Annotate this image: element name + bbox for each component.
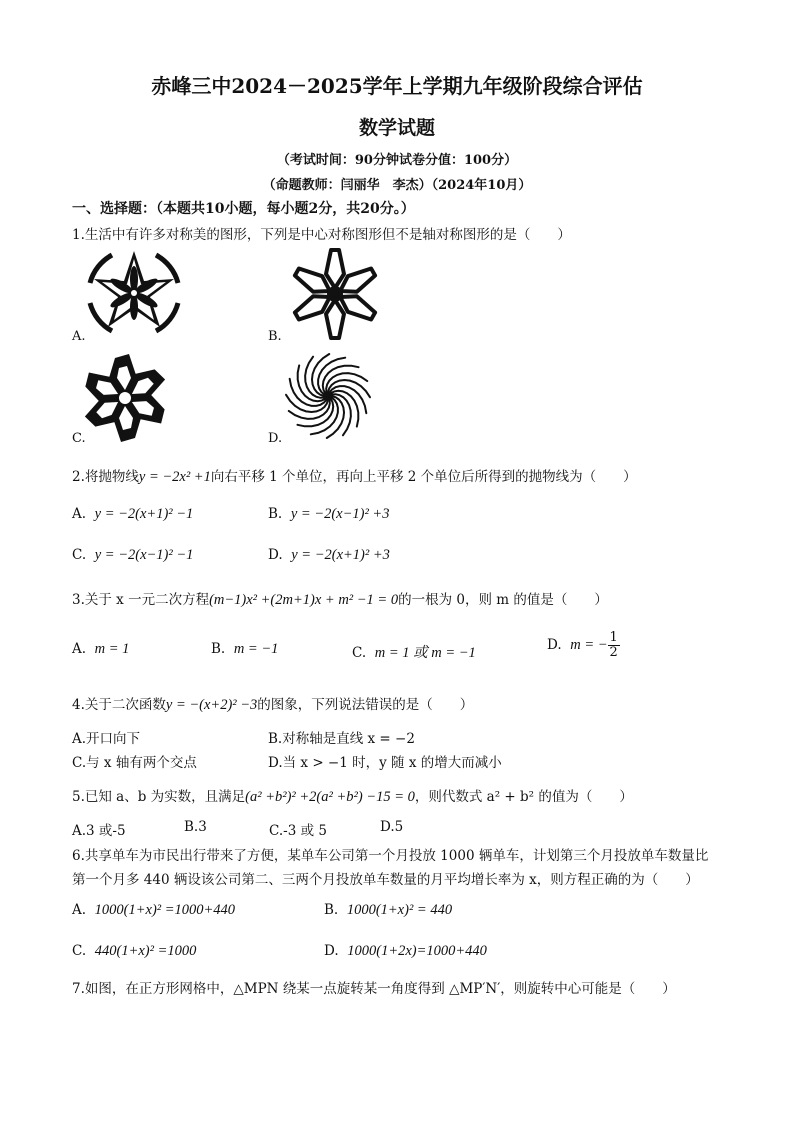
fraction-one-half: $\frac{1}{2}$ <box>609 630 618 660</box>
q5-option-b: B.3 <box>184 819 207 835</box>
q6-option-a: A. 1000(1+x)² =1000+440 <box>72 902 236 918</box>
question-6-stem-line-2: 第一个月多 440 辆设该公司第二、三两个月投放单车数量的月平均增长率为 x，则方程正确的为（ ） <box>72 872 699 888</box>
figure-c-pinwheel-icon <box>82 350 168 446</box>
question-5-prefix: 5.已知 a、b 为实数，且满足 <box>72 789 246 805</box>
question-1-stem: 1.生活中有许多对称美的图形，下列是中心对称图形但不是轴对称图形的是（ ） <box>72 227 571 243</box>
question-2-prefix: 2.将抛物线 <box>72 469 139 485</box>
q3-option-b: B. m = −1 <box>211 641 279 657</box>
option-c-label: C. <box>72 431 86 446</box>
option-a-label: A. <box>72 329 86 344</box>
question-4-suffix: 的图象，下列说法错误的是（ ） <box>257 697 474 713</box>
q4-option-c: C.与 x 轴有两个交点 <box>72 755 197 771</box>
q5-option-a: A.3 或-5 <box>72 823 126 839</box>
option-b-label: B. <box>268 329 282 344</box>
question-3-prefix: 3.关于 x 一元二次方程 <box>72 592 210 608</box>
question-6-stem-line-1: 6.共享单车为市民出行带来了方便，某单车公司第一个月投放 1000 辆单车，计划第三个月投放单车数量比 <box>72 848 709 864</box>
question-2-expression: y = −2x² +1 <box>138 469 211 485</box>
question-2-stem <box>72 465 637 486</box>
question-4-expression: y = −(x+2)² −3 <box>165 697 258 713</box>
q3-option-d: D. m = − $\frac{1}{2}$ <box>547 630 618 660</box>
question-4-stem <box>72 693 473 714</box>
question-5-expression: (a² +b²)² +2(a² +b²) −15 = 0 <box>245 789 415 805</box>
question-5-stem <box>72 785 633 806</box>
q2-option-a: A. y = −2(x+1)² −1 <box>72 506 194 522</box>
q6-option-b: B. 1000(1+x)² = 440 <box>324 902 453 918</box>
q5-option-c: C.-3 或 5 <box>269 823 327 839</box>
q4-option-b: B.对称轴是直线 x = −2 <box>268 731 415 747</box>
figure-a-star-icon <box>82 247 186 339</box>
q5-option-d: D.5 <box>380 819 404 835</box>
q3-option-a: A. m = 1 <box>72 641 130 657</box>
q6-option-c: C. 440(1+x)² =1000 <box>72 943 197 959</box>
option-d-label: D. <box>268 431 283 446</box>
question-5-suffix: ，则代数式 a² + b² 的值为（ ） <box>414 789 633 805</box>
figure-b-snowflake-icon <box>280 245 390 343</box>
q2-option-c: C. y = −2(x−1)² −1 <box>72 547 194 563</box>
q4-option-d: D.当 x > −1 时，y 随 x 的增大而减小 <box>268 755 502 771</box>
subject-title: 数学试题 <box>358 117 435 139</box>
figure-d-spiral-icon <box>280 349 376 443</box>
question-3-suffix: 的一根为 0，则 m 的值是（ ） <box>398 592 608 608</box>
exam-title: 赤峰三中2024－2025学年上学期九年级阶段综合评估 <box>151 74 643 98</box>
q2-option-d: D. y = −2(x+1)² +3 <box>268 547 390 563</box>
exam-info: （考试时间：90分钟试卷分值：100分） <box>276 153 518 168</box>
question-7-stem: 7.如图，在正方形网格中，△MPN 绕某一点旋转某一角度得到 △MP′N′，则旋转中心可能是（ ） <box>72 981 676 997</box>
q4-option-a: A.开口向下 <box>72 731 141 747</box>
teacher-info: （命题教师：闫丽华 李杰）（2024年10月） <box>262 178 532 193</box>
question-2-suffix: 向右平移 1 个单位，再向上平移 2 个单位后所得到的抛物线为（ ） <box>210 469 637 485</box>
q6-option-d: D. 1000(1+2x)=1000+440 <box>324 943 487 959</box>
section-heading: 一、选择题：（本题共10小题，每小题2分，共20分。） <box>72 201 415 217</box>
q2-option-b: B. y = −2(x−1)² +3 <box>268 506 390 522</box>
question-3-stem <box>72 588 608 609</box>
question-4-prefix: 4.关于二次函数 <box>72 697 166 713</box>
q3-option-c: C. m = 1 或 m = −1 <box>352 645 476 661</box>
question-3-expression: (m−1)x² +(2m+1)x + m² −1 = 0 <box>209 592 399 608</box>
